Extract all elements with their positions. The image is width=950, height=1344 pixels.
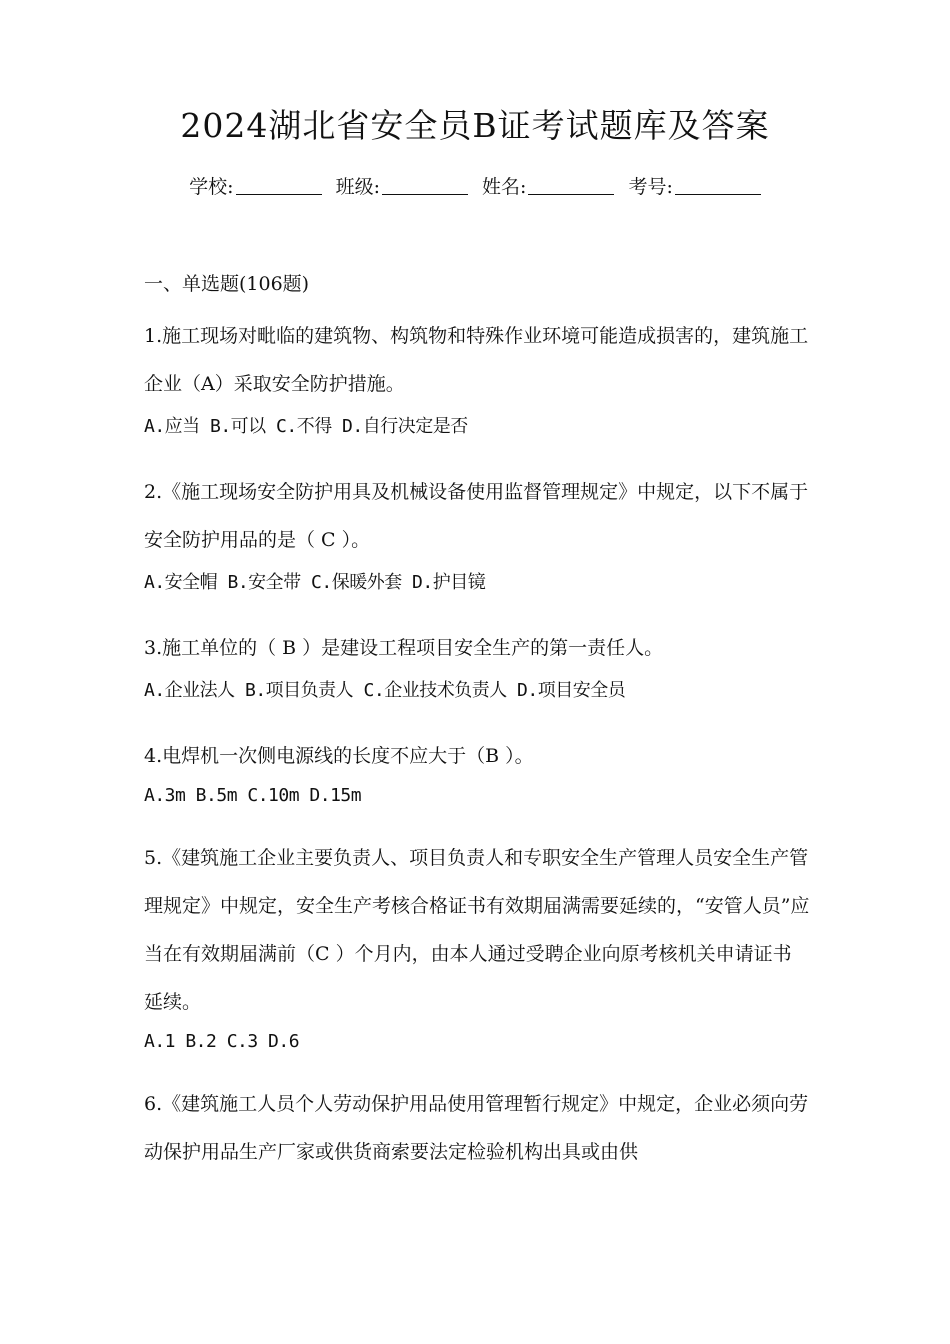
question-options: A.安全帽 B.安全带 C.保暖外套 D.护目镜 (144, 572, 486, 593)
question-6 (144, 1080, 810, 1176)
school-field (189, 176, 321, 198)
document-title: 2024湖北省安全员B证考试题库及答案 (180, 106, 770, 145)
question-1 (144, 312, 810, 446)
document-body (144, 268, 810, 1198)
question-3 (144, 624, 810, 710)
question-stem: 3.施工单位的（ B ）是建设工程项目安全生产的第一责任人。 (144, 637, 664, 659)
question-stem: 6.《建筑施工人员个人劳动保护用品使用管理暂行规定》中规定，企业必须向劳动保护用品生产厂家或供货商索要法定检验机构出具或由供 (144, 1093, 809, 1163)
class-blank (382, 174, 468, 195)
exam-number-label: 考号: (628, 176, 673, 198)
question-stem: 5.《建筑施工企业主要负责人、项目负责人和专职安全生产管理人员安全生产管理规定》中规定，安全生产考核合格证书有效期届满需要延续的，“安管人员”应当在有效期届满前（C ）个月内，由本人通过受聘企业向原考核机关申请证书延续。 (144, 847, 810, 1013)
name-label: 姓名: (482, 176, 527, 198)
exam-number-blank (675, 174, 761, 195)
question-options: A.3m B.5m C.10m D.15m (144, 785, 362, 806)
exam-number-field (628, 176, 760, 198)
question-stem: 1.施工现场对毗临的建筑物、构筑物和特殊作业环境可能造成损害的，建筑施工企业（A）采取安全防护措施。 (144, 325, 809, 395)
section-heading: 一、单选题(106题) (144, 273, 310, 295)
name-blank (528, 174, 614, 195)
question-options: A.1 B.2 C.3 D.6 (144, 1031, 300, 1052)
question-4 (144, 732, 810, 812)
question-options: A.企业法人 B.项目负责人 C.企业技术负责人 D.项目安全员 (144, 680, 626, 701)
student-info-line (0, 172, 950, 202)
question-stem: 2.《施工现场安全防护用具及机械设备使用监督管理规定》中规定，以下不属于安全防护用品的是（ C ）。 (144, 481, 809, 551)
school-blank (236, 174, 322, 195)
class-field (336, 176, 468, 198)
name-field (482, 176, 614, 198)
question-stem: 4.电焊机一次侧电源线的长度不应大于（B ）。 (144, 745, 534, 767)
question-5 (144, 834, 810, 1058)
class-label: 班级: (335, 176, 380, 198)
school-label: 学校: (189, 176, 234, 198)
question-options: A.应当 B.可以 C.不得 D.自行决定是否 (144, 416, 468, 437)
question-2 (144, 468, 810, 602)
